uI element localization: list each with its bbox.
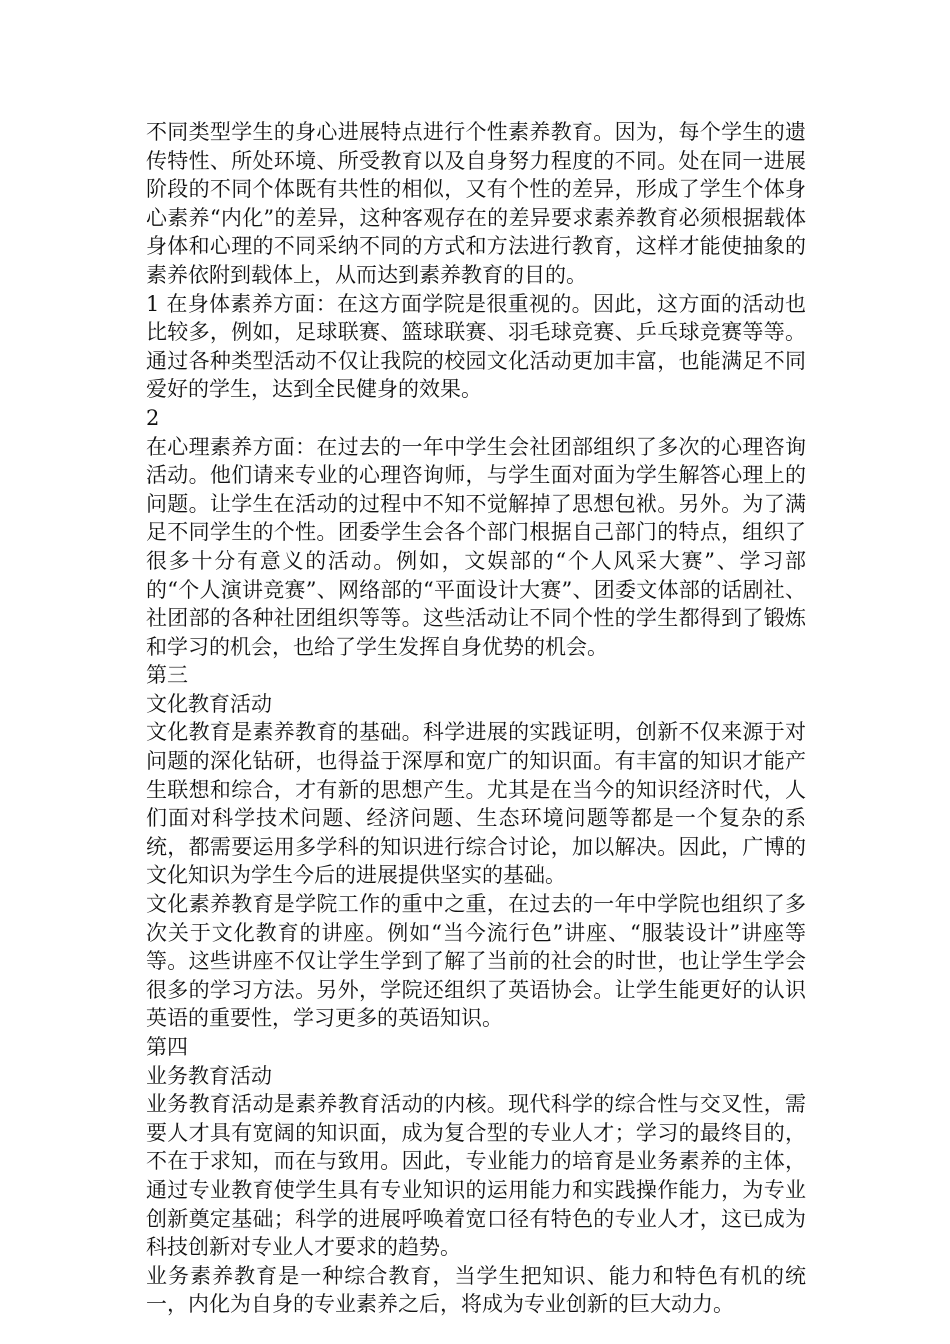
- section-title-professional-education: 业务教育活动: [146, 1063, 272, 1088]
- section-number-2: 2: [146, 405, 160, 430]
- paragraph-professional-comprehensive: 业务素养教育是一种综合教育，当学生把知识、能力和特色有机的统一，内化为自身的专业素养之后，将成为专业创新的巨大动力。: [146, 1263, 806, 1317]
- paragraph-psychological-quality: 在心理素养方面：在过去的一年中学生会社团部组织了多次的心理咨询活动。他们请来专业的心理咨询师，与学生面对面为学生解答心理上的问题。让学生在活动的过程中不知不觉解掉了思想包袱。另外。为了满足不同学生的个性。团委学生会各个部门根据自己部门的特点，组织了很多十分有意义的活动。例如，文娱部的“个人风采大赛”、学习部的“个人演讲竞赛”、网络部的“平面设计大赛”、团委文体部的话剧社、社团部的各种社团组织等等。这些活动让不同个性的学生都得到了锻炼和学习的机会，也给了学生发挥自身优势的机会。: [146, 434, 806, 659]
- paragraph-professional-core: 业务教育活动是素养教育活动的内核。现代科学的综合性与交叉性，需要人才具有宽阔的知识面，成为复合型的专业人才；学习的最终目的，不在于求知，而在与致用。因此，专业能力的培育是业务素养的主体，通过专业教育使学生具有专业知识的运用能力和实践操作能力，为专业创新奠定基础；科学的进展呼唤着宽口径有特色的专业人才，这已成为科技创新对专业人才要求的趋势。: [146, 1092, 806, 1260]
- paragraph-cultural-lectures: 文化素养教育是学院工作的重中之重，在过去的一年中学院也组织了多次关于文化教育的讲座。例如“当今流行色”讲座、“服装设计”讲座等等。这些讲座不仅让学生学到了解了当前的社会的时世，也让学生学会很多的学习方法。另外，学院还组织了英语协会。让学生能更好的认识英语的重要性，学习更多的英语知识。: [146, 892, 806, 1031]
- section-title-cultural-education: 文化教育活动: [146, 691, 272, 716]
- paragraph-physical-quality: 1 在身体素养方面：在这方面学院是很重视的。因此，这方面的活动也比较多，例如，足球联赛、篮球联赛、羽毛球竞赛、乒乓球竞赛等等。通过各种类型活动不仅让我院的校园文化活动更加丰富，也能满足不同爱好的学生，达到全民健身的效果。: [146, 291, 806, 402]
- paragraph-individual-education: 不同类型学生的身心进展特点进行个性素养教育。因为，每个学生的遗传特性、所处环境、所受教育以及自身努力程度的不同。处在同一进展阶段的不同个体既有共性的相似，又有个性的差异，形成了学生个体身心素养“内化”的差异，这种客观存在的差异要求素养教育必须根据载体身体和心理的不同采纳不同的方式和方法进行教育，这样才能使抽象的素养依附到载体上，从而达到素养教育的目的。: [146, 120, 806, 287]
- document-page: [146, 118, 806, 1319]
- section-number-fourth: 第四: [146, 1035, 188, 1059]
- section-number-third: 第三: [146, 663, 188, 688]
- paragraph-cultural-education-foundation: 文化教育是素养教育的基础。科学进展的实践证明，创新不仅来源于对问题的深化钻研，也得益于深厚和宽广的知识面。有丰富的知识才能产生联想和综合，才有新的思想产生。尤其是在当今的知识经济时代，人们面对科学技术问题、经济问题、生态环境问题等都是一个复杂的系统，都需要运用多学科的知识进行综合讨论，加以解决。因此，广博的文化知识为学生今后的进展提供坚实的基础。: [146, 720, 806, 888]
